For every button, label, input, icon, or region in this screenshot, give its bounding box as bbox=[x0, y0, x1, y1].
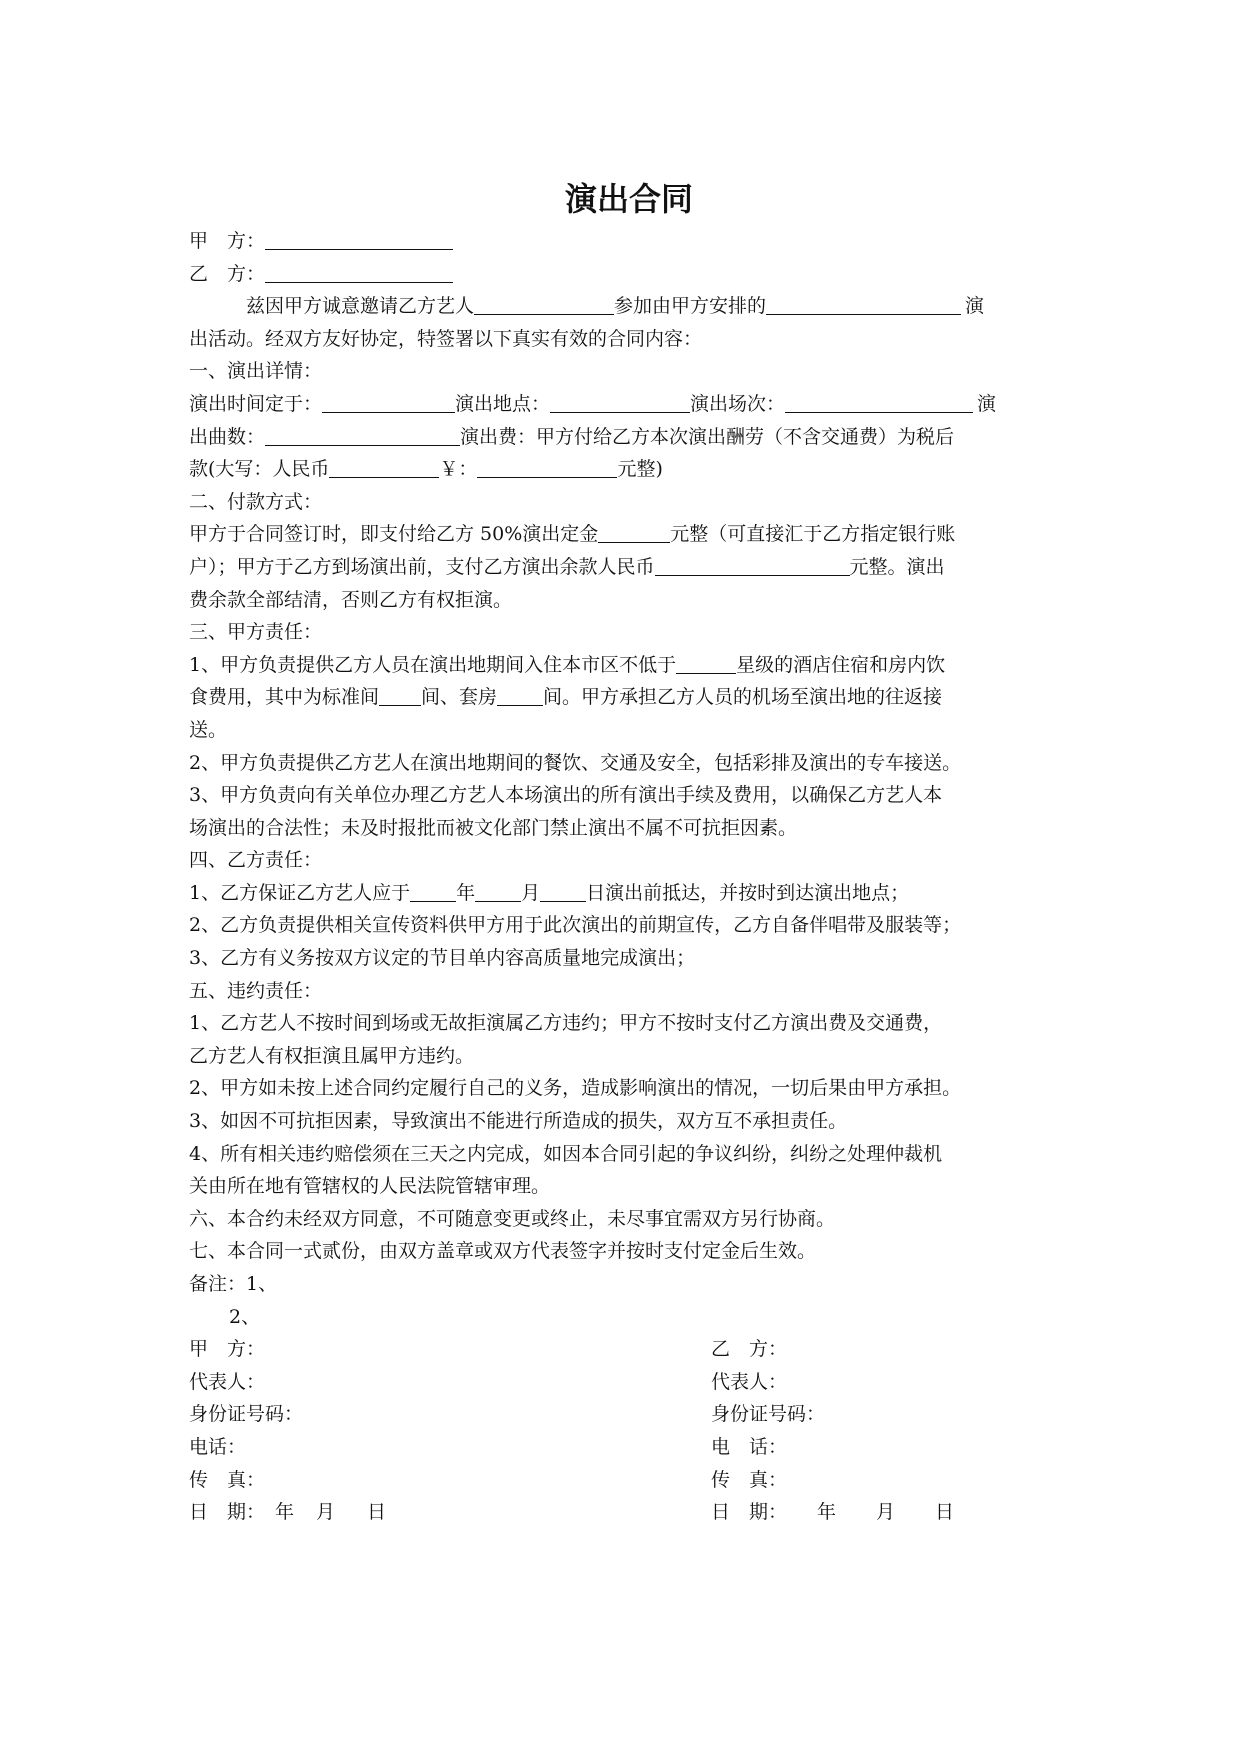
section-4-heading: 四、乙方责任： bbox=[189, 849, 323, 872]
duty-text: 间、套房 bbox=[421, 686, 498, 709]
sign-date-row bbox=[189, 1496, 1069, 1529]
party-b-duty-2: 2、乙方负责提供相关宣传资料供甲方用于此次演出的前期宣传，乙方自备伴唱带及服装等； bbox=[189, 914, 962, 937]
party-a-label: 甲 方： bbox=[189, 230, 266, 252]
month-blank[interactable] bbox=[475, 881, 521, 902]
time-blank[interactable] bbox=[322, 392, 455, 413]
duty-text: 1、甲方负责提供乙方人员在演出地期间入住本市区不低于 bbox=[189, 653, 677, 676]
payment-line-3: 费余款全部结清，否则乙方有权拒演。 bbox=[189, 588, 513, 611]
date-label: 日 期： bbox=[189, 1501, 266, 1524]
songs-label: 出曲数： bbox=[189, 425, 266, 448]
date-month: 月 bbox=[316, 1501, 336, 1524]
sign-fax-b: 传 真： bbox=[711, 1468, 788, 1491]
sign-fax-a: 传 真： bbox=[189, 1468, 266, 1491]
duty-text: 星级的酒店住宿和房内饮 bbox=[736, 653, 946, 676]
party-a-blank[interactable] bbox=[265, 229, 453, 250]
duty-text: 日演出前抵达，并按时到达演出地点； bbox=[586, 881, 910, 904]
section-5-heading: 五、违约责任： bbox=[189, 979, 323, 1002]
duty-text: 月 bbox=[521, 881, 541, 904]
date-label: 日 期： bbox=[711, 1501, 788, 1524]
suite-blank[interactable] bbox=[497, 685, 543, 706]
sign-rep-row bbox=[189, 1366, 1069, 1399]
sign-rep-b: 代表人： bbox=[711, 1370, 788, 1393]
sign-rep-a: 代表人： bbox=[189, 1370, 266, 1393]
date-year: 年 bbox=[275, 1501, 295, 1524]
songs-blank[interactable] bbox=[265, 425, 460, 446]
intro-text: 参加由甲方安排的 bbox=[614, 295, 767, 318]
amount-tail: 元整) bbox=[617, 458, 663, 481]
sign-party-row bbox=[189, 1333, 1069, 1366]
sign-id-a: 身份证号码： bbox=[189, 1403, 304, 1426]
payment-text: 元整（可直接汇于乙方指定银行账 bbox=[670, 523, 956, 546]
payment-text: 甲方于合同签订时，即支付给乙方 50%演出定金 bbox=[189, 523, 599, 546]
sign-phone-row bbox=[189, 1431, 1069, 1464]
event-blank[interactable] bbox=[766, 294, 961, 315]
amount-yen-label: ￥： bbox=[439, 458, 478, 481]
section-6: 六、本合约未经双方同意，不可随意变更或终止，未尽事宜需双方另行协商。 bbox=[189, 1207, 836, 1230]
artist-blank[interactable] bbox=[474, 294, 614, 315]
place-label: 演出地点： bbox=[455, 392, 551, 415]
day-blank[interactable] bbox=[540, 881, 586, 902]
sign-id-b: 身份证号码： bbox=[711, 1403, 826, 1426]
sign-party-a: 甲 方： bbox=[189, 1338, 266, 1361]
breach-4-line-2: 关由所在地有管辖权的人民法院管辖审理。 bbox=[189, 1175, 551, 1198]
deposit-blank[interactable] bbox=[598, 522, 670, 543]
show-details-line-1 bbox=[189, 388, 1069, 421]
date-day: 日 bbox=[935, 1501, 955, 1524]
party-a-duty-2: 2、甲方负责提供乙方艺人在演出地期间的餐饮、交通及安全，包括彩排及演出的专车接送。 bbox=[189, 751, 962, 774]
party-b-line bbox=[189, 258, 1069, 291]
fee-label: 演出费：甲方付给乙方本次演出酬劳（不含交通费）为税后 bbox=[460, 425, 955, 448]
party-b-duty-1 bbox=[189, 877, 1069, 910]
party-b-duty-3: 3、乙方有义务按双方议定的节目单内容高质量地完成演出； bbox=[189, 947, 696, 970]
party-a-duty-1-line-3: 送。 bbox=[189, 718, 228, 741]
sign-party-b: 乙 方： bbox=[711, 1338, 788, 1361]
intro-line-1 bbox=[189, 290, 1069, 323]
payment-text: 元整。演出 bbox=[849, 555, 945, 578]
show-details-line-3 bbox=[189, 453, 1069, 486]
amount-label: 款(大写：人民币 bbox=[189, 458, 330, 481]
notes-line-1: 备注：1、 bbox=[189, 1273, 278, 1295]
time-label: 演出时间定于： bbox=[189, 392, 323, 415]
duty-text: 间。甲方承担乙方人员的机场至演出地的往返接 bbox=[543, 686, 943, 709]
date-month: 月 bbox=[876, 1501, 896, 1524]
section-2-heading: 二、付款方式： bbox=[189, 490, 323, 513]
sign-date-b bbox=[711, 1496, 954, 1529]
party-a-duty-3-line-1: 3、甲方负责向有关单位办理乙方艺人本场演出的所有演出手续及费用，以确保乙方艺人本 bbox=[189, 784, 943, 807]
shows-blank[interactable] bbox=[785, 392, 973, 413]
show-text: 演 bbox=[977, 392, 997, 415]
duty-text: 1、乙方保证乙方艺人应于 bbox=[189, 881, 411, 904]
party-b-label: 乙 方： bbox=[189, 262, 266, 285]
page-title: 演出合同 bbox=[564, 180, 693, 218]
date-year: 年 bbox=[817, 1501, 837, 1524]
breach-1-line-2: 乙方艺人有权拒演且属甲方违约。 bbox=[189, 1044, 475, 1067]
payment-text: 户）；甲方于乙方到场演出前，支付乙方演出余款人民币 bbox=[189, 555, 655, 578]
party-a-duty-1-line-1 bbox=[189, 649, 1069, 682]
sign-date-a bbox=[189, 1496, 386, 1529]
standard-room-blank[interactable] bbox=[379, 685, 421, 706]
sign-phone-a: 电话： bbox=[189, 1435, 247, 1458]
intro-text: 兹因甲方诚意邀请乙方艺人 bbox=[246, 295, 475, 318]
party-a-duty-3-line-2: 场演出的合法性；未及时报批而被文化部门禁止演出不属不可抗拒因素。 bbox=[189, 816, 798, 839]
breach-3: 3、如因不可抗拒因素，导致演出不能进行所造成的损失，双方互不承担责任。 bbox=[189, 1110, 848, 1133]
notes-line-2: 2、 bbox=[229, 1305, 261, 1328]
party-a-duty-1-line-2 bbox=[189, 681, 1069, 714]
date-day: 日 bbox=[367, 1501, 387, 1524]
intro-line-2: 出活动。经双方友好协定，特签署以下真实有效的合同内容： bbox=[189, 327, 703, 350]
show-details-line-2 bbox=[189, 421, 1069, 454]
section-1-heading: 一、演出详情： bbox=[189, 360, 323, 383]
year-blank[interactable] bbox=[410, 881, 456, 902]
sign-phone-b: 电 话： bbox=[711, 1435, 788, 1458]
duty-text: 年 bbox=[456, 881, 476, 904]
amount-words-blank[interactable] bbox=[329, 457, 439, 478]
sign-id-row bbox=[189, 1398, 1069, 1431]
hotel-star-blank[interactable] bbox=[676, 653, 736, 674]
section-3-heading: 三、甲方责任： bbox=[189, 621, 323, 644]
section-7: 七、本合同一式贰份，由双方盖章或双方代表签字并按时支付定金后生效。 bbox=[189, 1240, 817, 1263]
breach-4-line-1: 4、所有相关违约赔偿须在三天之内完成，如因本合同引起的争议纠纷，纠纷之处理仲裁机 bbox=[189, 1142, 943, 1165]
party-a-line bbox=[189, 225, 1069, 258]
contract-page bbox=[189, 175, 1069, 1529]
sign-fax-row bbox=[189, 1464, 1069, 1497]
party-b-blank[interactable] bbox=[265, 262, 453, 283]
breach-1-line-1: 1、乙方艺人不按时间到场或无故拒演属乙方违约；甲方不按时支付乙方演出费及交通费， bbox=[189, 1012, 943, 1035]
intro-text: 演 bbox=[965, 295, 985, 318]
amount-number-blank[interactable] bbox=[477, 457, 617, 478]
shows-label: 演出场次： bbox=[690, 392, 786, 415]
breach-2: 2、甲方如未按上述合同约定履行自己的义务，造成影响演出的情况，一切后果由甲方承担。 bbox=[189, 1077, 962, 1100]
place-blank[interactable] bbox=[550, 392, 690, 413]
payment-line-2 bbox=[189, 551, 1069, 584]
balance-blank[interactable] bbox=[655, 555, 850, 576]
duty-text: 食费用，其中为标准间 bbox=[189, 686, 380, 709]
payment-line-1 bbox=[189, 518, 1069, 551]
